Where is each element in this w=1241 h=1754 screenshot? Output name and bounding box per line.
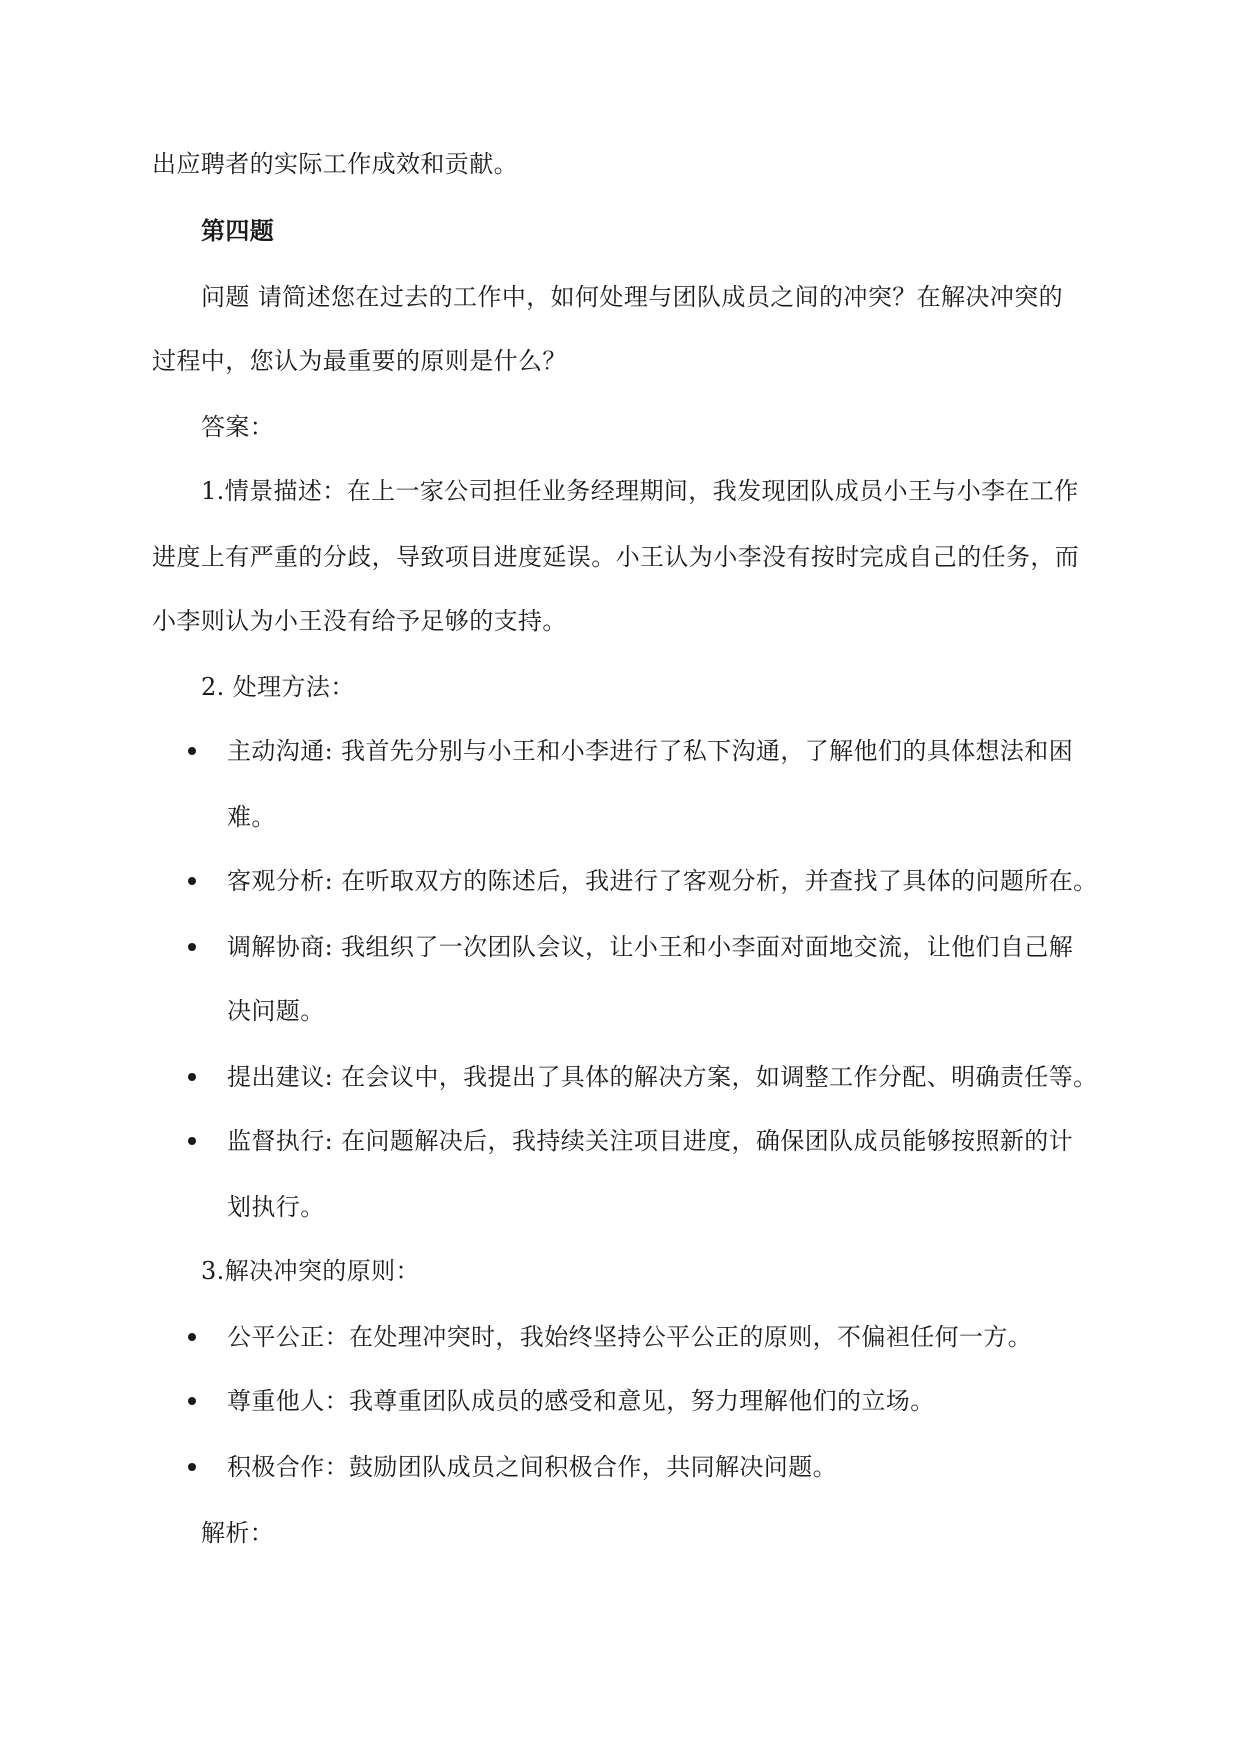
- method-bullet-1-line-2: 难。: [227, 803, 276, 831]
- section-heading: 第四题: [201, 216, 275, 245]
- analysis-label: 解析：: [201, 1519, 275, 1547]
- bullet-icon: [188, 1463, 196, 1471]
- methods-heading: 2. 处理方法：: [201, 673, 355, 701]
- principle-bullet-3: 积极合作：鼓励团队成员之间积极合作，共同解决问题。: [227, 1453, 837, 1481]
- method-bullet-3-line-2: 决问题。: [227, 997, 325, 1025]
- method-bullet-1-line-1: 主动沟通: 我首先分别与小王和小李进行了私下沟通，了解他们的具体想法和困: [227, 737, 1074, 765]
- method-bullet-4: 提出建议: 在会议中，我提出了具体的解决方案，如调整工作分配、明确责任等。: [227, 1063, 1098, 1091]
- method-bullet-3-line-1: 调解协商: 我组织了一次团队会议，让小王和小李面对面地交流，让他们自己解: [227, 933, 1074, 961]
- bullet-icon: [188, 1073, 196, 1081]
- scenario-line-1: 1.情景描述：在上一家公司担任业务经理期间，我发现团队成员小王与小李在工作: [201, 477, 1079, 505]
- method-bullet-2: 客观分析: 在听取双方的陈述后，我进行了客观分析，并查找了具体的问题所在。: [227, 867, 1098, 895]
- question-line-2: 过程中，您认为最重要的原则是什么？: [152, 347, 567, 375]
- question-line-1: 问题 请简述您在过去的工作中，如何处理与团队成员之间的冲突？在解决冲突的: [201, 283, 1064, 311]
- method-bullet-5-line-1: 监督执行: 在问题解决后，我持续关注项目进度，确保团队成员能够按照新的计: [227, 1127, 1074, 1155]
- method-bullet-5-line-2: 划执行。: [227, 1193, 325, 1221]
- bullet-icon: [188, 1137, 196, 1145]
- scenario-line-3: 小李则认为小王没有给予足够的支持。: [152, 607, 567, 635]
- principles-heading: 3.解决冲突的原则：: [201, 1257, 420, 1285]
- paragraph-continuation: 出应聘者的实际工作成效和贡献。: [152, 150, 518, 178]
- answer-label: 答案：: [201, 413, 275, 441]
- bullet-icon: [188, 877, 196, 885]
- scenario-line-2: 进度上有严重的分歧，导致项目进度延误。小王认为小李没有按时完成自己的任务，而: [152, 543, 1080, 571]
- bullet-icon: [188, 747, 196, 755]
- bullet-icon: [188, 1397, 196, 1405]
- principle-bullet-1: 公平公正：在处理冲突时，我始终坚持公平公正的原则，不偏袒任何一方。: [227, 1323, 1033, 1351]
- bullet-icon: [188, 943, 196, 951]
- principle-bullet-2: 尊重他人：我尊重团队成员的感受和意见，努力理解他们的立场。: [227, 1387, 935, 1415]
- bullet-icon: [188, 1333, 196, 1341]
